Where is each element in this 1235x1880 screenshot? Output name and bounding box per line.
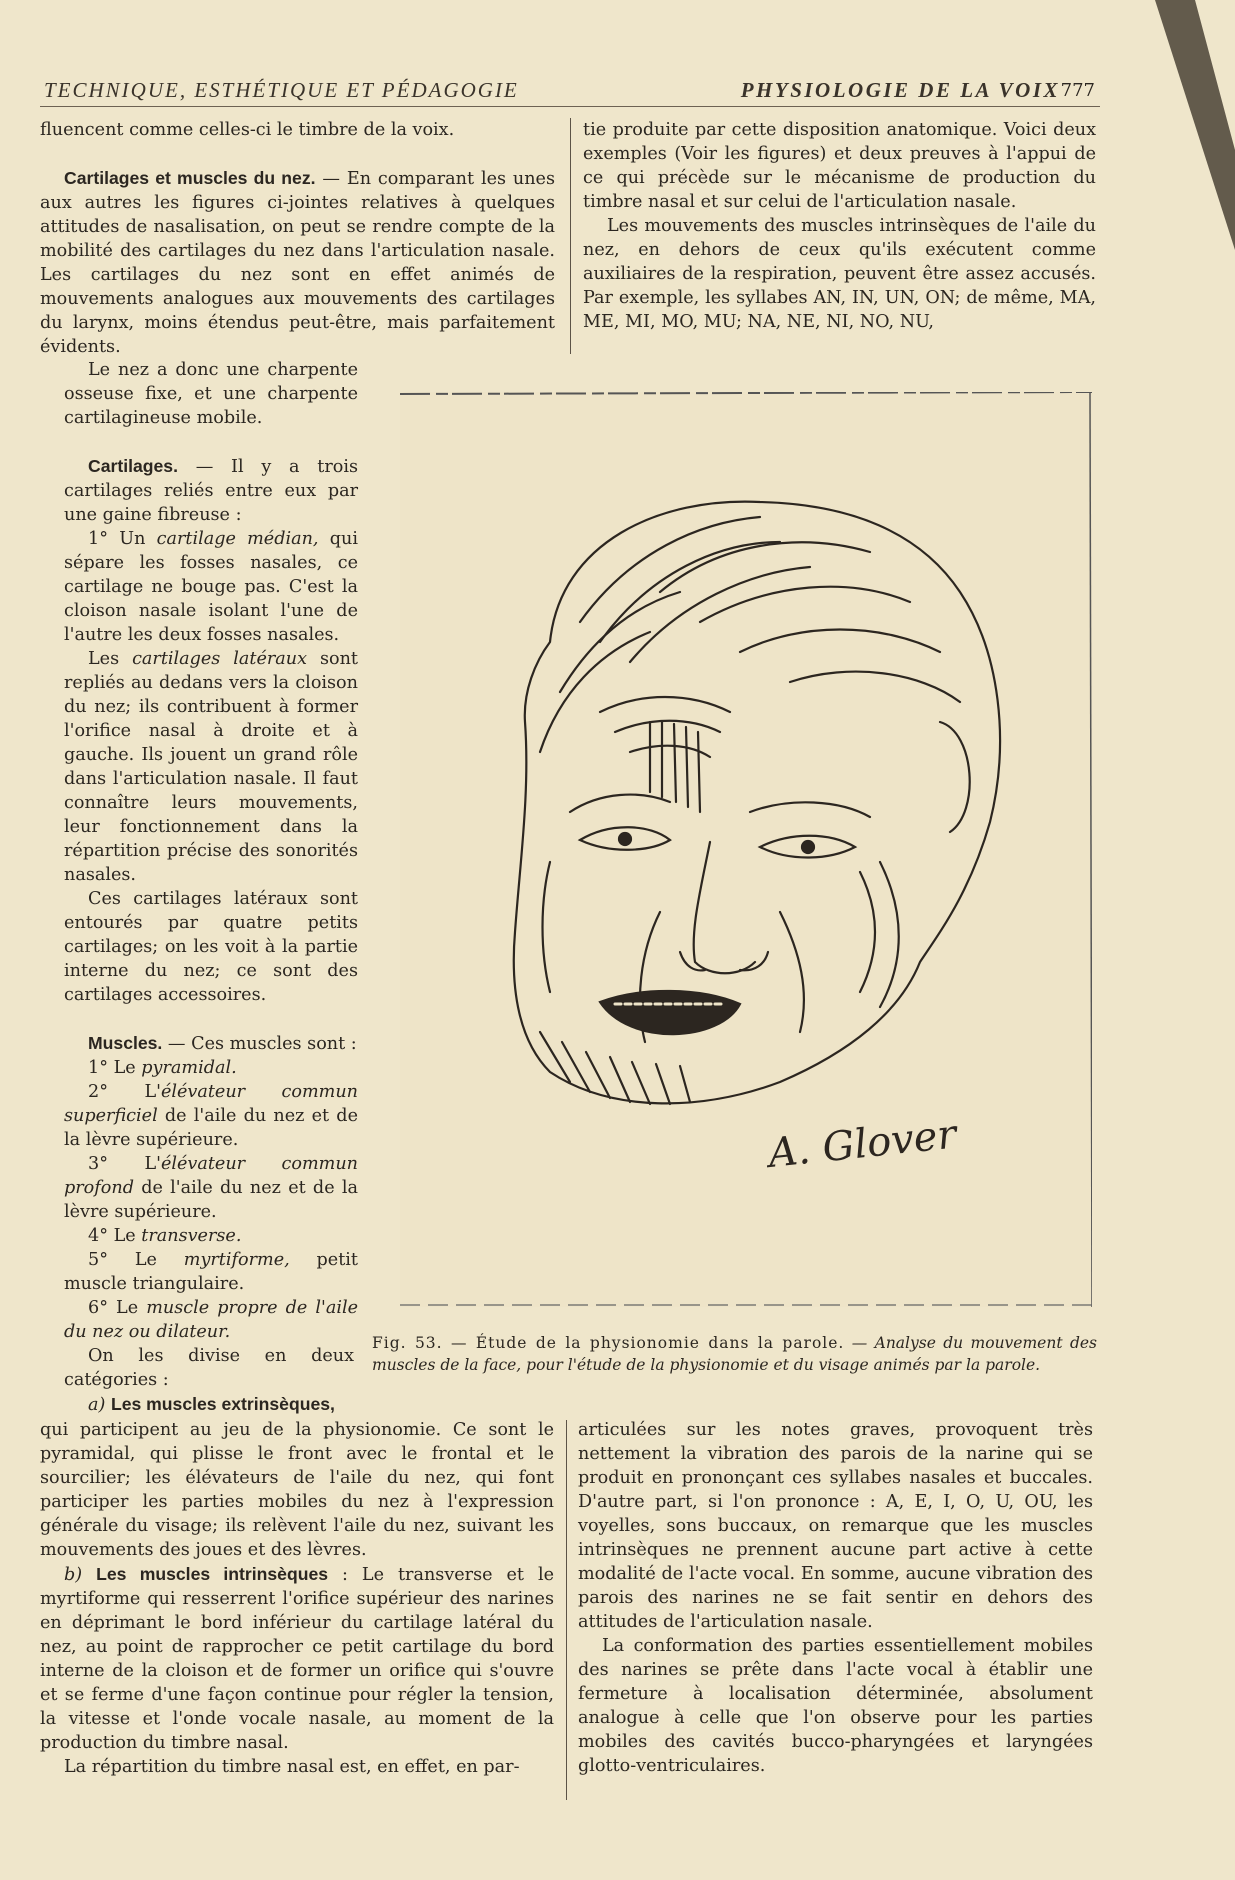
face-drawing xyxy=(400,392,1092,1307)
text: 2° L' xyxy=(88,1082,161,1102)
list-item xyxy=(64,1224,358,1248)
paragraph: articulées sur les notes graves, provoquent très nettement la vibration des parois de la narine qui se produit en prononçant ces syllabes nasales et buccales. D'autre part, si l'on prononce : A, E, I, O, U, OU, les voyelles, sons buccaux, on remarque que les muscles intrinsèques ne prennent aucune part active à cette modalité de l'acte vocal. En somme, aucune vibration des parois des narines ne se fait sentir en dehors des attitudes de l'articulation nasale. xyxy=(578,1420,1093,1632)
text: petit muscle triangulaire. xyxy=(64,1250,358,1294)
section-heading: Cartilages et muscles du nez. xyxy=(64,168,316,188)
paragraph: On les divise en deux catégories : xyxy=(64,1346,354,1390)
list-item xyxy=(64,527,358,647)
emphasis: transverse. xyxy=(141,1226,242,1246)
paragraph-text: — Il y a trois cartilages reliés entre eux par une gaine fibreuse : xyxy=(64,457,358,525)
text: 3° L' xyxy=(88,1154,161,1174)
column-divider xyxy=(566,1420,567,1800)
list-label: b) xyxy=(64,1565,83,1585)
page-number: 777 xyxy=(1060,80,1095,101)
paragraph: La conformation des parties essentiellement mobiles des narines se prête dans l'acte vocal à établir une fermeture à localisation déterminée, absolument analogue à celle que l'on observe pour les parties mobiles des cavités bucco-pharyngées et laryngées glotto-ventriculaires. xyxy=(578,1636,1093,1776)
running-header-left: TECHNIQUE, ESTHÉTIQUE ET PÉDAGOGIE xyxy=(44,78,519,102)
emphasis: cartilage médian, xyxy=(156,529,319,549)
paragraph: Le nez a donc une charpente osseuse fixe, et une charpente cartilagineuse mobile. xyxy=(64,360,358,428)
text: qui sépare les fosses nasales, ce cartilage ne bouge pas. C'est la cloison nasale isolant l'une de l'autre les deux fosses nasales. xyxy=(64,529,358,645)
text: 1° Le xyxy=(88,1058,142,1078)
emphasis: muscle propre de l'aile du nez ou dilateur. xyxy=(64,1298,358,1342)
column-right-bottom xyxy=(578,1418,1093,1778)
text: 6° Le xyxy=(88,1298,147,1318)
list-item xyxy=(64,1080,358,1152)
list-number: 1° xyxy=(88,529,108,549)
list-label: a) xyxy=(88,1395,106,1415)
emphasis: cartilages latéraux xyxy=(132,649,308,669)
header-rule xyxy=(40,106,1100,107)
list-item xyxy=(64,1296,358,1344)
emphasis: myrtiforme, xyxy=(183,1250,290,1270)
text: Un xyxy=(108,529,157,549)
paragraph: La répartition du timbre nasal est, en effet, en par- xyxy=(64,1757,520,1777)
paragraph-nose xyxy=(40,166,555,359)
column-left-bottom xyxy=(40,1418,554,1779)
column-divider xyxy=(570,118,571,354)
emphasis: pyramidal. xyxy=(141,1058,237,1078)
caption-text: — Analyse du mouvement des muscles de la face, pour l'étude de la physionomie et du visage animés par la parole. xyxy=(372,1334,1097,1374)
signature: A. Glover xyxy=(766,1111,959,1177)
page-edge-shadow xyxy=(1135,0,1235,250)
caption-label: Fig. 53. — Étude de la physionomie dans la parole. xyxy=(372,1334,845,1352)
paragraph: tie produite par cette disposition anatomique. Voici deux exemples (Voir les figures) et deux preuves à l'appui de ce qui précède sur le mécanisme de production du timbre nasal et sur celui de l'articulation nasale. xyxy=(583,120,1096,212)
paragraph-text: : Le transverse et le myrtiforme qui resserrent l'orifice supérieur des narines en déprimant le bord inférieur du cartilage latéral du nez, au point de rapprocher ce petit cartilage du bord interne de la cloison et de former un orifice qui s'ouvre et se ferme d'une façon continue pour régler la tension, la vitesse et l'onde vocale nasale, au moment de la production du timbre nasal. xyxy=(40,1565,555,1753)
text: — Ces muscles sont : xyxy=(162,1034,357,1054)
column-narrow xyxy=(64,358,358,1417)
paragraph: Ces cartilages latéraux sont entourés par quatre petits cartilages; on les voit à la partie interne du nez; ce sont des cartilages accessoires. xyxy=(64,889,358,1005)
text: 5° Le xyxy=(88,1250,184,1270)
running-header-right xyxy=(741,78,1060,103)
section-heading: Cartilages. xyxy=(88,456,178,476)
paragraph-cartilages xyxy=(64,454,358,527)
column-right-top xyxy=(583,118,1096,334)
list-item xyxy=(64,1248,358,1296)
column-left-top xyxy=(40,118,555,359)
paragraph-b xyxy=(40,1562,554,1755)
list-item xyxy=(64,1152,358,1224)
list-item xyxy=(64,1056,358,1080)
text: de l'aile du nez et de la lèvre supérieure. xyxy=(64,1106,358,1150)
emphasis: élévateur commun superficiel xyxy=(64,1082,358,1126)
paragraph: fluencent comme celles-ci le timbre de la voix. xyxy=(40,120,455,140)
paragraph-muscles xyxy=(64,1031,358,1056)
figure-face-illustration xyxy=(400,392,1092,1307)
running-header-title: PHYSIOLOGIE DE LA VOIX xyxy=(740,78,1060,102)
figure-caption xyxy=(372,1332,1097,1376)
emphasis: élévateur commun profond xyxy=(64,1154,358,1198)
paragraph-text: — En comparant les unes aux autres les figures ci-jointes relatives à quelques attitudes de nasalisation, on peut se rendre compte de la mobilité des cartilages du nez dans l'articulation nasale. Les cartilages du nez sont en effet animés de mouvements analogues aux mouvements des cartilages du larynx, moins étendus peut-être, mais parfaitement évidents. xyxy=(40,169,555,357)
paragraph xyxy=(64,647,358,887)
section-heading: Les muscles intrinsèques xyxy=(96,1564,329,1584)
text: sont repliés au dedans vers la cloison du nez; ils contribuent à former l'orifice nasal à droite et à gauche. Ils jouent un grand rôle dans l'articulation nasale. Il faut connaître leurs mouvements, leur fonctionnement dans la répartition précise des sonorités nasales. xyxy=(64,649,358,885)
text: 4° Le xyxy=(88,1226,142,1246)
section-heading: Muscles. xyxy=(88,1033,163,1053)
paragraph: Les mouvements des muscles intrinsèques de l'aile du nez, en dehors de ceux qu'ils exécutent comme auxiliaires de la respiration, peuvent être assez accusés. Par exemple, les syllabes AN, IN, UN, ON; de même, MA, ME, MI, MO, MU; NA, NE, NI, NO, NU, xyxy=(583,216,1096,332)
section-heading: Les muscles extrinsèques, xyxy=(110,1394,335,1414)
text: Les xyxy=(88,649,133,669)
text: de l'aile du nez et de la lèvre supérieure. xyxy=(64,1178,358,1222)
paragraph-a xyxy=(64,1392,358,1417)
paragraph: qui participent au jeu de la physionomie. Ce sont le pyramidal, qui plisse le front avec le frontal et le sourcilier; les élévateurs de l'aile du nez, qui font participer les parties mobiles du nez à l'expression générale du visage; ils relèvent l'aile du nez, suivant les mouvements des joues et des lèvres. xyxy=(40,1420,554,1560)
